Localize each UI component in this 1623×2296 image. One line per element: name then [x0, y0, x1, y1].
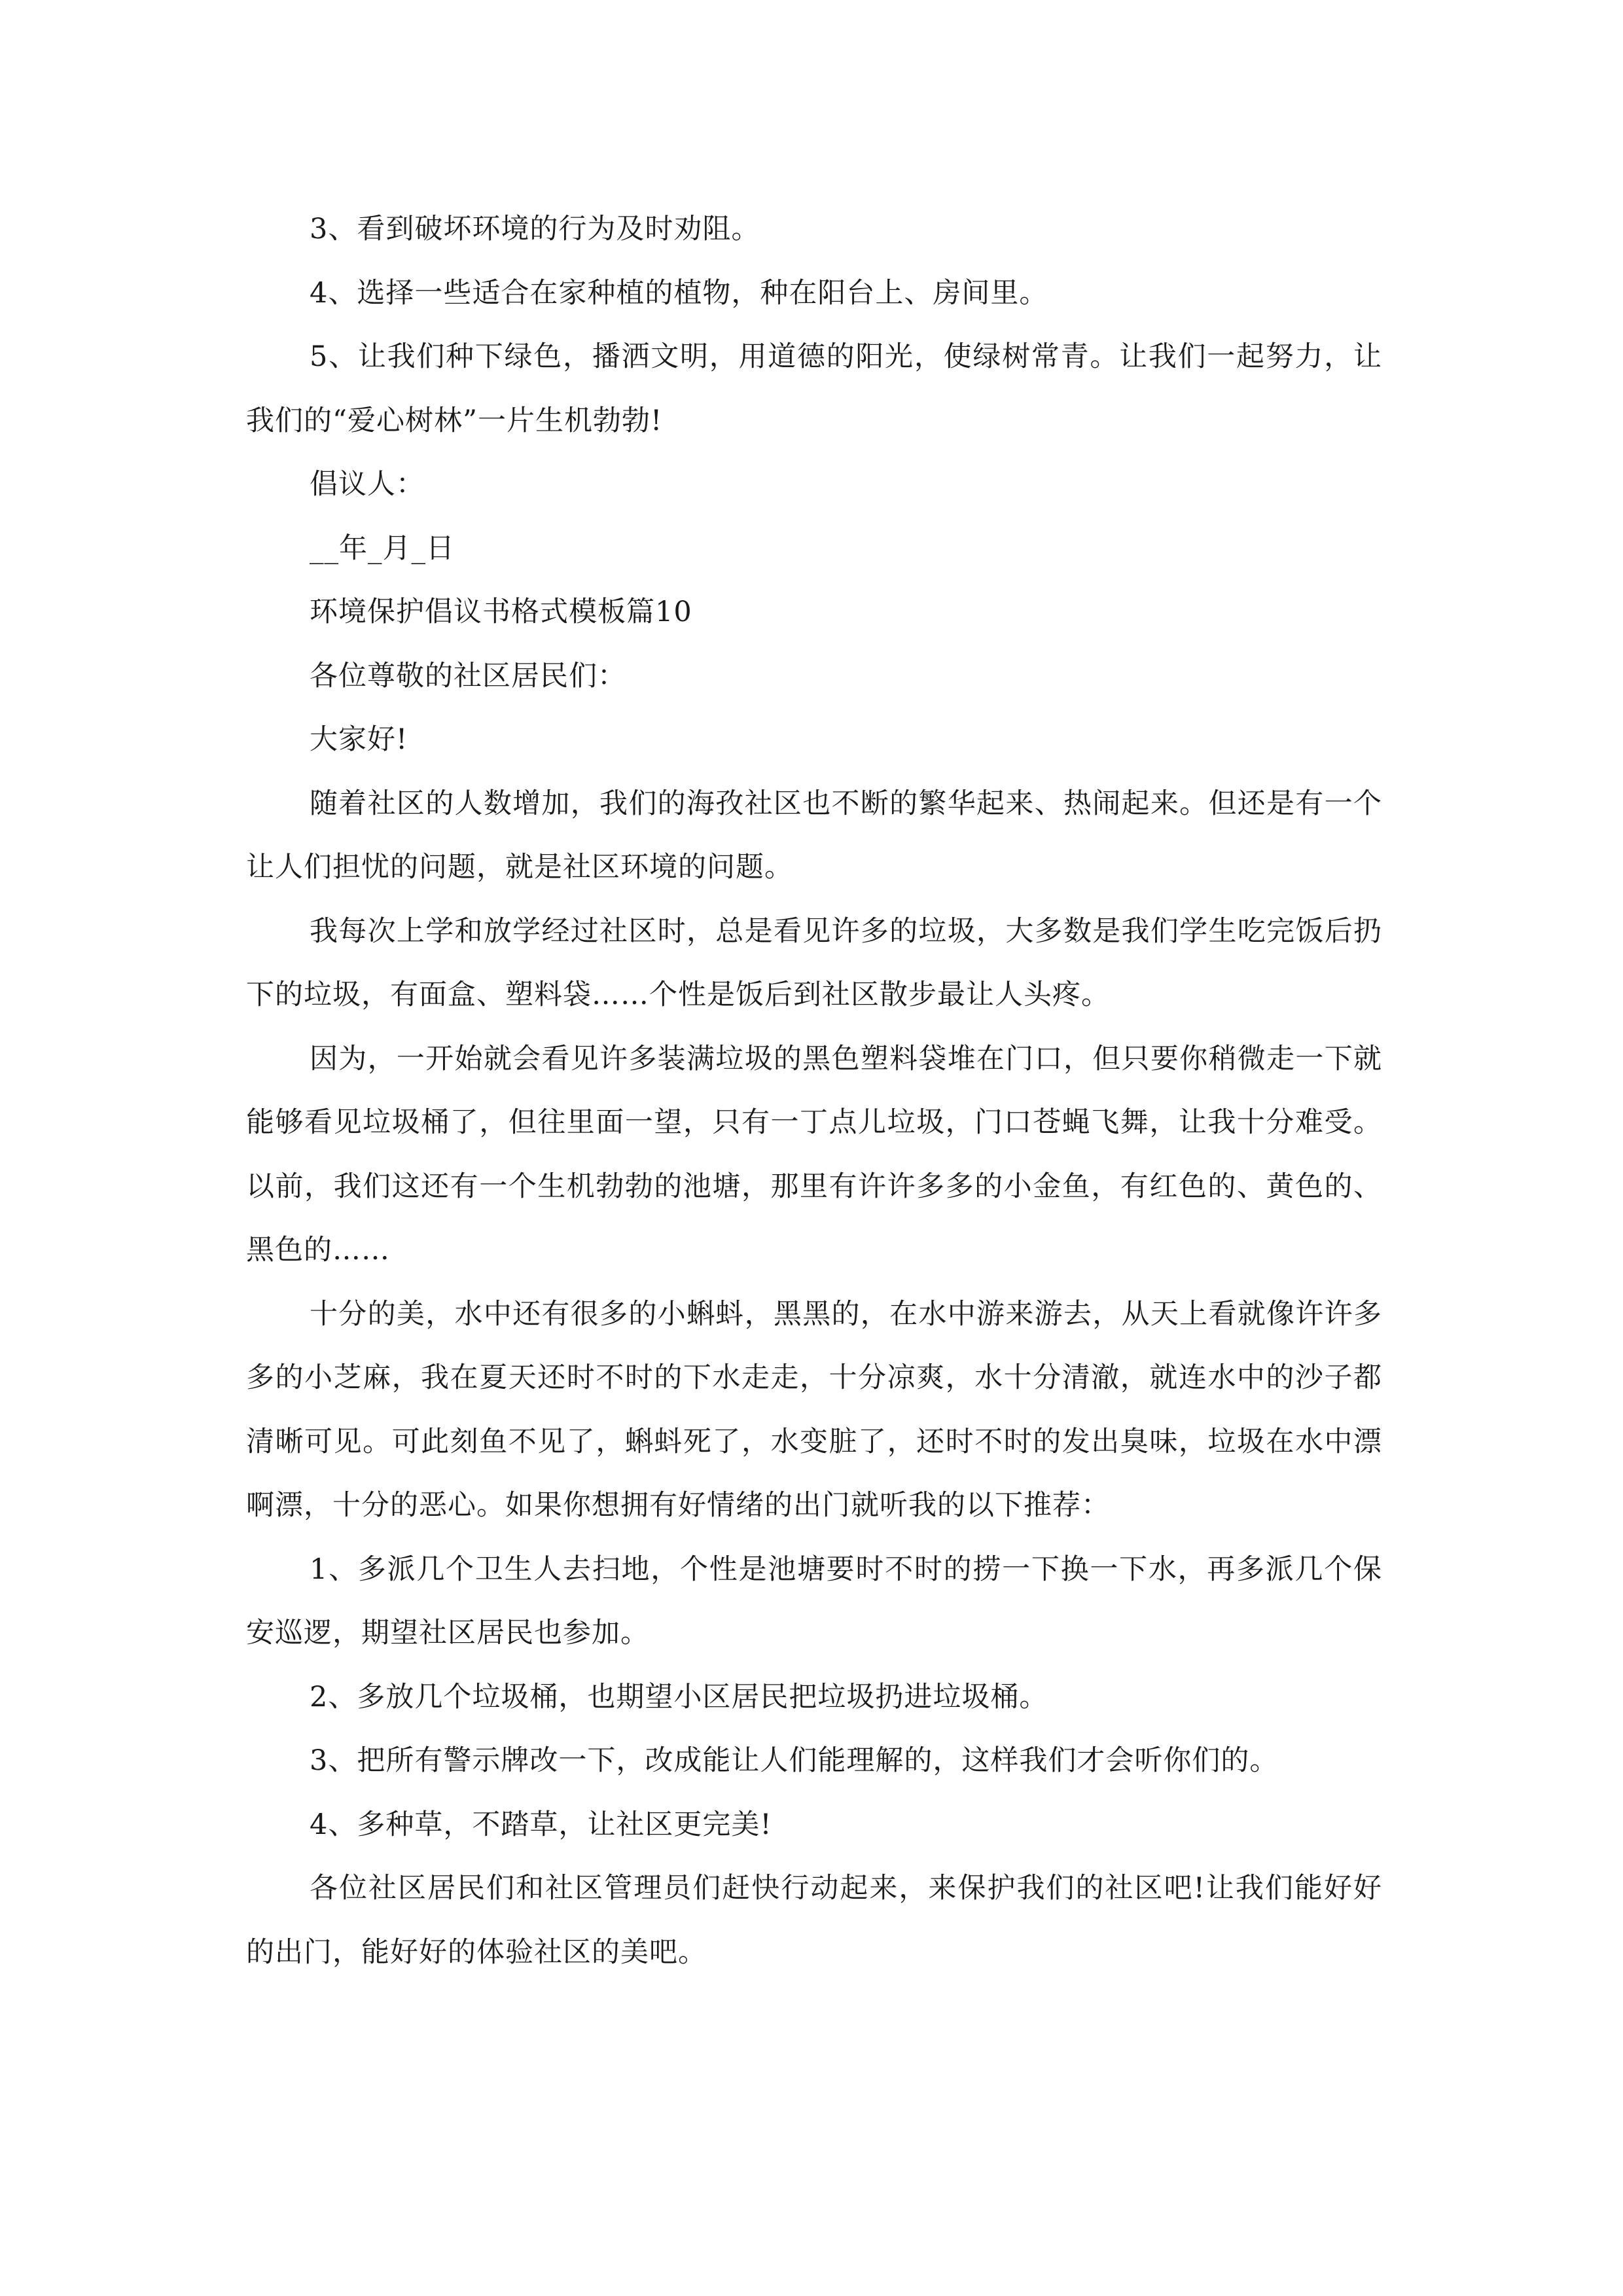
paragraph-pond: 因为，一开始就会看见许多装满垃圾的黑色塑料袋堆在门口，但只要你稍微走一下就能够看见垃圾桶了，但往里面一望，只有一丁点儿垃圾，门口苍蝇飞舞，让我十分难受。以前，我们这还有一个生机勃勃的池塘，那里有许许多多的小金鱼，有红色的、黄色的、黑色的…… — [246, 1042, 1382, 1266]
signature-label: 倡议人： — [310, 468, 425, 501]
document-page — [246, 198, 1382, 1984]
paragraph-suggestion-3: 3、把所有警示牌改一下，改成能让人们能理解的，这样我们才会听你们的。 — [310, 1744, 1279, 1777]
paragraph-tip-5: 5、让我们种下绿色，播洒文明，用道德的阳光，使绿树常青。让我们一起努力，让我们的“爱心树林”一片生机勃勃! — [246, 340, 1382, 437]
salutation: 各位尊敬的社区居民们： — [310, 659, 626, 692]
paragraph-description: 十分的美，水中还有很多的小蝌蚪，黑黑的，在水中游来游去，从天上看就像许许多多的小芝麻，我在夏天还时不时的下水走走，十分凉爽，水十分清澈，就连水中的沙子都清晰可见。可此刻鱼不见了，蝌蚪死了，水变脏了，还时不时的发出臭味，垃圾在水中漂啊漂，十分的恶心。如果你想拥有好情绪的出门就听我的以下推荐： — [246, 1297, 1382, 1522]
date-line: __年_月_日 — [310, 531, 455, 565]
paragraph-observation: 我每次上学和放学经过社区时，总是看见许多的垃圾，大多数是我们学生吃完饭后扔下的垃圾，有面盒、塑料袋……个性是饭后到社区散步最让人头疼。 — [246, 914, 1382, 1011]
paragraph-tip-4: 4、选择一些适合在家种植的植物，种在阳台上、房间里。 — [310, 276, 1048, 310]
paragraph-suggestion-4: 4、多种草，不踏草，让社区更完美! — [310, 1808, 772, 1841]
paragraph-suggestion-1: 1、多派几个卫生人去扫地，个性是池塘要时不时的捞一下换一下水，再多派几个保安巡逻，期望社区居民也参加。 — [246, 1552, 1382, 1649]
section-title: 环境保护倡议书格式模板篇10 — [310, 596, 692, 628]
paragraph-suggestion-2: 2、多放几个垃圾桶，也期望小区居民把垃圾扔进垃圾桶。 — [310, 1680, 1048, 1713]
paragraph-tip-3: 3、看到破坏环境的行为及时劝阻。 — [310, 213, 760, 245]
paragraph-intro: 随着社区的人数增加，我们的海孜社区也不断的繁华起来、热闹起来。但还是有一个让人们担忧的问题，就是社区环境的问题。 — [246, 787, 1382, 884]
paragraph-closing: 各位社区居民们和社区管理员们赶快行动起来，来保护我们的社区吧!让我们能好好的出门，能好好的体验社区的美吧。 — [246, 1872, 1382, 1969]
greeting: 大家好! — [310, 723, 408, 756]
